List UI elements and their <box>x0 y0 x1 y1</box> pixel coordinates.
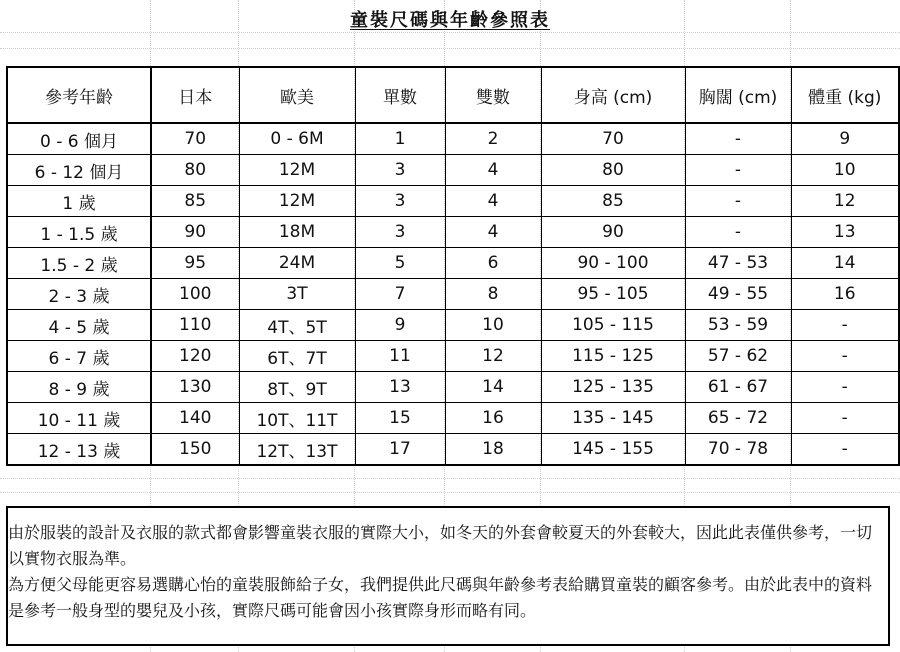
cell-height: 70 <box>541 123 685 155</box>
cell-western: 12M <box>239 186 355 217</box>
cell-japan: 150 <box>151 434 239 466</box>
cell-odd: 13 <box>355 372 445 403</box>
cell-chest: 61 - 67 <box>685 372 791 403</box>
header-western: 歐美 <box>239 67 355 123</box>
page-title-text: 童裝尺碼與年齡參照表 <box>350 10 550 31</box>
cell-height: 90 - 100 <box>541 248 685 279</box>
cell-odd: 17 <box>355 434 445 466</box>
cell-even: 12 <box>445 341 541 372</box>
cell-age: 0 - 6 個月 <box>7 123 151 155</box>
cell-japan: 85 <box>151 186 239 217</box>
notes-paragraph-1: 由於服裝的設計及衣服的款式都會影響童裝衣服的實際大小，如冬天的外套會較夏天的外套較大，因此此表僅供參考，一切以實物衣服為準。 <box>8 523 873 568</box>
header-age: 參考年齡 <box>7 67 151 123</box>
cell-odd: 11 <box>355 341 445 372</box>
cell-age: 1 - 1.5 歲 <box>7 217 151 248</box>
cell-age: 4 - 5 歲 <box>7 310 151 341</box>
cell-western: 18M <box>239 217 355 248</box>
cell-weight: 12 <box>791 186 899 217</box>
cell-even: 4 <box>445 155 541 186</box>
cell-age: 12 - 13 歲 <box>7 434 151 466</box>
cell-japan: 80 <box>151 155 239 186</box>
cell-odd: 1 <box>355 123 445 155</box>
grid-line <box>0 478 900 479</box>
grid-line <box>0 492 900 493</box>
table-row <box>7 123 899 155</box>
grid-line <box>0 32 900 33</box>
cell-western: 4T、5T <box>239 310 355 341</box>
cell-odd: 3 <box>355 186 445 217</box>
cell-even: 4 <box>445 186 541 217</box>
cell-chest: 53 - 59 <box>685 310 791 341</box>
cell-age: 10 - 11 歲 <box>7 403 151 434</box>
header-japan: 日本 <box>151 67 239 123</box>
table-row <box>7 403 899 434</box>
cell-odd: 7 <box>355 279 445 310</box>
cell-chest: 65 - 72 <box>685 403 791 434</box>
cell-western: 6T、7T <box>239 341 355 372</box>
cell-age: 6 - 12 個月 <box>7 155 151 186</box>
size-chart-table <box>6 66 900 466</box>
cell-japan: 100 <box>151 279 239 310</box>
cell-weight: 13 <box>791 217 899 248</box>
notes-paragraph-2: 為方便父母能更容易選購心怡的童裝服飾給子女，我們提供此尺碼與年齡參考表給購買童裝的顧客參考。由於此表中的資料是參考一般身型的嬰兒及小孩，實際尺碼可能會因小孩實際身形而略有同。 <box>8 575 873 620</box>
cell-height: 95 - 105 <box>541 279 685 310</box>
cell-weight: 9 <box>791 123 899 155</box>
cell-odd: 9 <box>355 310 445 341</box>
table-row <box>7 372 899 403</box>
cell-weight: - <box>791 341 899 372</box>
cell-western: 3T <box>239 279 355 310</box>
cell-height: 115 - 125 <box>541 341 685 372</box>
cell-age: 8 - 9 歲 <box>7 372 151 403</box>
cell-japan: 120 <box>151 341 239 372</box>
cell-odd: 3 <box>355 155 445 186</box>
cell-even: 10 <box>445 310 541 341</box>
cell-even: 14 <box>445 372 541 403</box>
cell-weight: 16 <box>791 279 899 310</box>
cell-odd: 15 <box>355 403 445 434</box>
cell-western: 8T、9T <box>239 372 355 403</box>
cell-chest: - <box>685 123 791 155</box>
cell-height: 90 <box>541 217 685 248</box>
cell-height: 80 <box>541 155 685 186</box>
cell-chest: 70 - 78 <box>685 434 791 466</box>
cell-weight: - <box>791 372 899 403</box>
cell-weight: - <box>791 310 899 341</box>
cell-japan: 130 <box>151 372 239 403</box>
table-header-row <box>7 67 899 123</box>
cell-even: 16 <box>445 403 541 434</box>
cell-japan: 110 <box>151 310 239 341</box>
cell-western: 12M <box>239 155 355 186</box>
cell-chest: - <box>685 217 791 248</box>
cell-odd: 3 <box>355 217 445 248</box>
cell-weight: - <box>791 403 899 434</box>
table-row <box>7 186 899 217</box>
cell-western: 10T、11T <box>239 403 355 434</box>
cell-japan: 90 <box>151 217 239 248</box>
cell-even: 8 <box>445 279 541 310</box>
cell-western: 24M <box>239 248 355 279</box>
cell-chest: 49 - 55 <box>685 279 791 310</box>
cell-weight: - <box>791 434 899 466</box>
cell-height: 85 <box>541 186 685 217</box>
header-height: 身高 (cm) <box>541 67 685 123</box>
table-row <box>7 434 899 466</box>
cell-even: 6 <box>445 248 541 279</box>
table-row <box>7 310 899 341</box>
cell-even: 2 <box>445 123 541 155</box>
notes-box <box>6 506 890 646</box>
table-row <box>7 217 899 248</box>
cell-western: 12T、13T <box>239 434 355 466</box>
cell-weight: 14 <box>791 248 899 279</box>
cell-height: 135 - 145 <box>541 403 685 434</box>
header-chest: 胸闊 (cm) <box>685 67 791 123</box>
cell-even: 4 <box>445 217 541 248</box>
cell-age: 1.5 - 2 歲 <box>7 248 151 279</box>
header-weight: 體重 (kg) <box>791 67 899 123</box>
cell-japan: 70 <box>151 123 239 155</box>
cell-weight: 10 <box>791 155 899 186</box>
cell-chest: 47 - 53 <box>685 248 791 279</box>
table-row <box>7 341 899 372</box>
cell-height: 105 - 115 <box>541 310 685 341</box>
cell-chest: 57 - 62 <box>685 341 791 372</box>
cell-japan: 140 <box>151 403 239 434</box>
page-title <box>0 6 900 30</box>
grid-line <box>0 48 900 49</box>
cell-age: 6 - 7 歲 <box>7 341 151 372</box>
cell-even: 18 <box>445 434 541 466</box>
header-even: 雙數 <box>445 67 541 123</box>
cell-odd: 5 <box>355 248 445 279</box>
cell-chest: - <box>685 186 791 217</box>
cell-height: 145 - 155 <box>541 434 685 466</box>
cell-chest: - <box>685 155 791 186</box>
table-row <box>7 248 899 279</box>
cell-age: 2 - 3 歲 <box>7 279 151 310</box>
header-odd: 單數 <box>355 67 445 123</box>
cell-western: 0 - 6M <box>239 123 355 155</box>
cell-height: 125 - 135 <box>541 372 685 403</box>
cell-japan: 95 <box>151 248 239 279</box>
table-row <box>7 155 899 186</box>
table-row <box>7 279 899 310</box>
cell-age: 1 歲 <box>7 186 151 217</box>
